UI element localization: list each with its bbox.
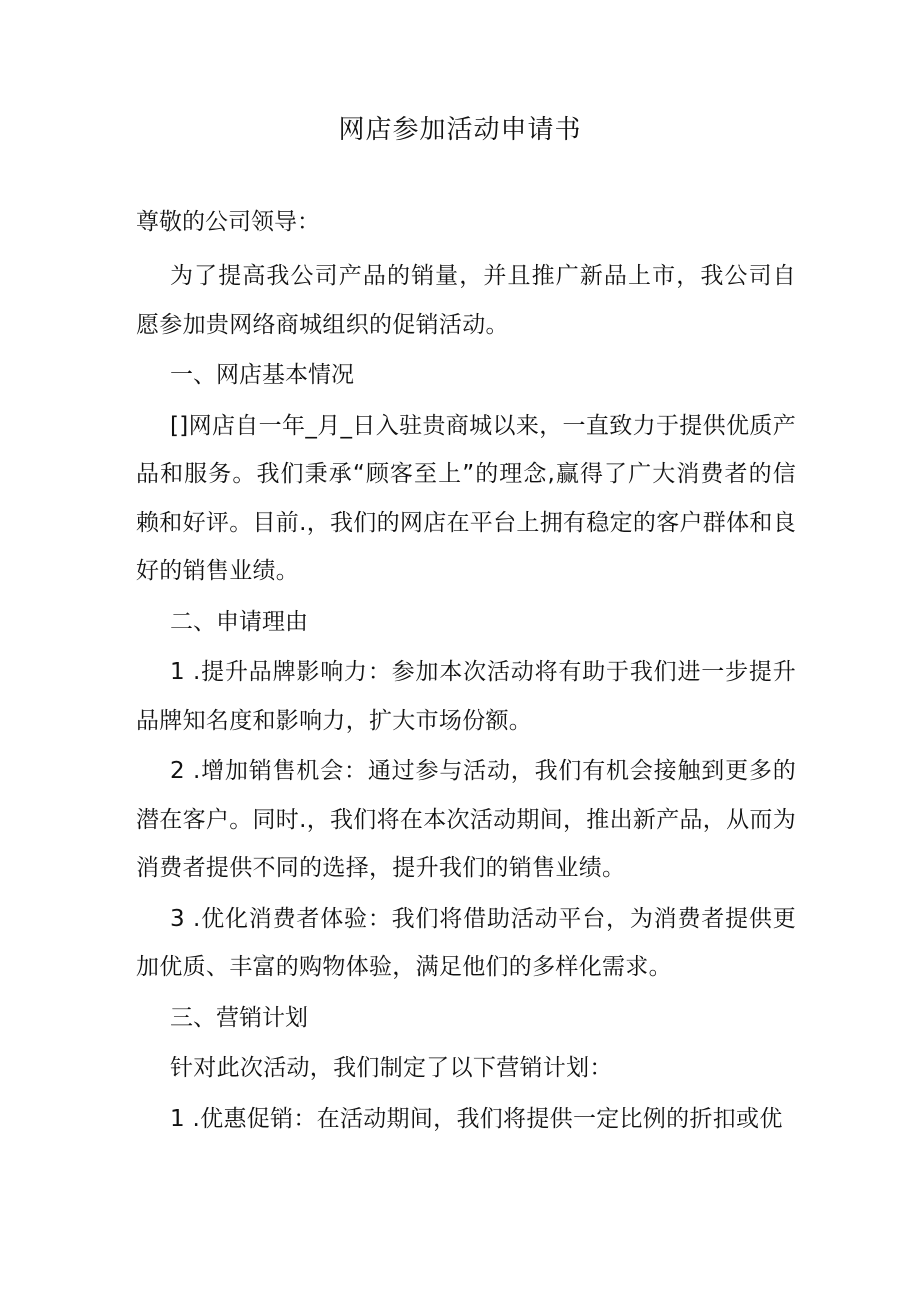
salutation: 尊敬的公司领导：: [136, 209, 320, 235]
reason-item-1: 1 .提升品牌影响力：参加本次活动将有助于我们进一步提升品牌知名度和影响力，扩大市场份额。: [136, 659, 796, 734]
reason-item-2: 2 .增加销售机会：通过参与活动，我们有机会接触到更多的潜在客户。同时.，我们将在本次活动期间，推出新产品，从而为消费者提供不同的选择，提升我们的销售业绩。: [136, 758, 797, 881]
marketing-plan-intro: 针对此次活动，我们制定了以下营销计划：: [170, 1055, 613, 1081]
reason-item-3: 3 .优化消费者体验：我们将借助活动平台，为消费者提供更加优质、丰富的购物体验，满足他们的多样化需求。: [136, 905, 796, 980]
intro-paragraph: 为了提高我公司产品的销量，并且推广新品上市，我公司自愿参加贵网络商城组织的促销活动。: [136, 263, 796, 338]
basic-info-paragraph: []网店自一年_月_日入驻贵商城以来，一直致力于提供优质产品和服务。我们秉承“顾客至上”的理念,赢得了广大消费者的信赖和好评。目前.，我们的网店在平台上拥有稳定的客户群体和良好的销售业绩。: [136, 412, 797, 584]
section-heading-reasons: 二、申请理由: [170, 608, 308, 635]
section-heading-marketing-plan: 三、营销计划: [170, 1004, 308, 1031]
document-body: [136, 252, 796, 1145]
section-heading-basic-info: 一、网店基本情况: [170, 362, 354, 388]
document-title: 网店参加活动申请书: [338, 115, 582, 145]
plan-item-1: 1 .优惠促销：在活动期间，我们将提供一定比例的折扣或优: [170, 1105, 783, 1132]
